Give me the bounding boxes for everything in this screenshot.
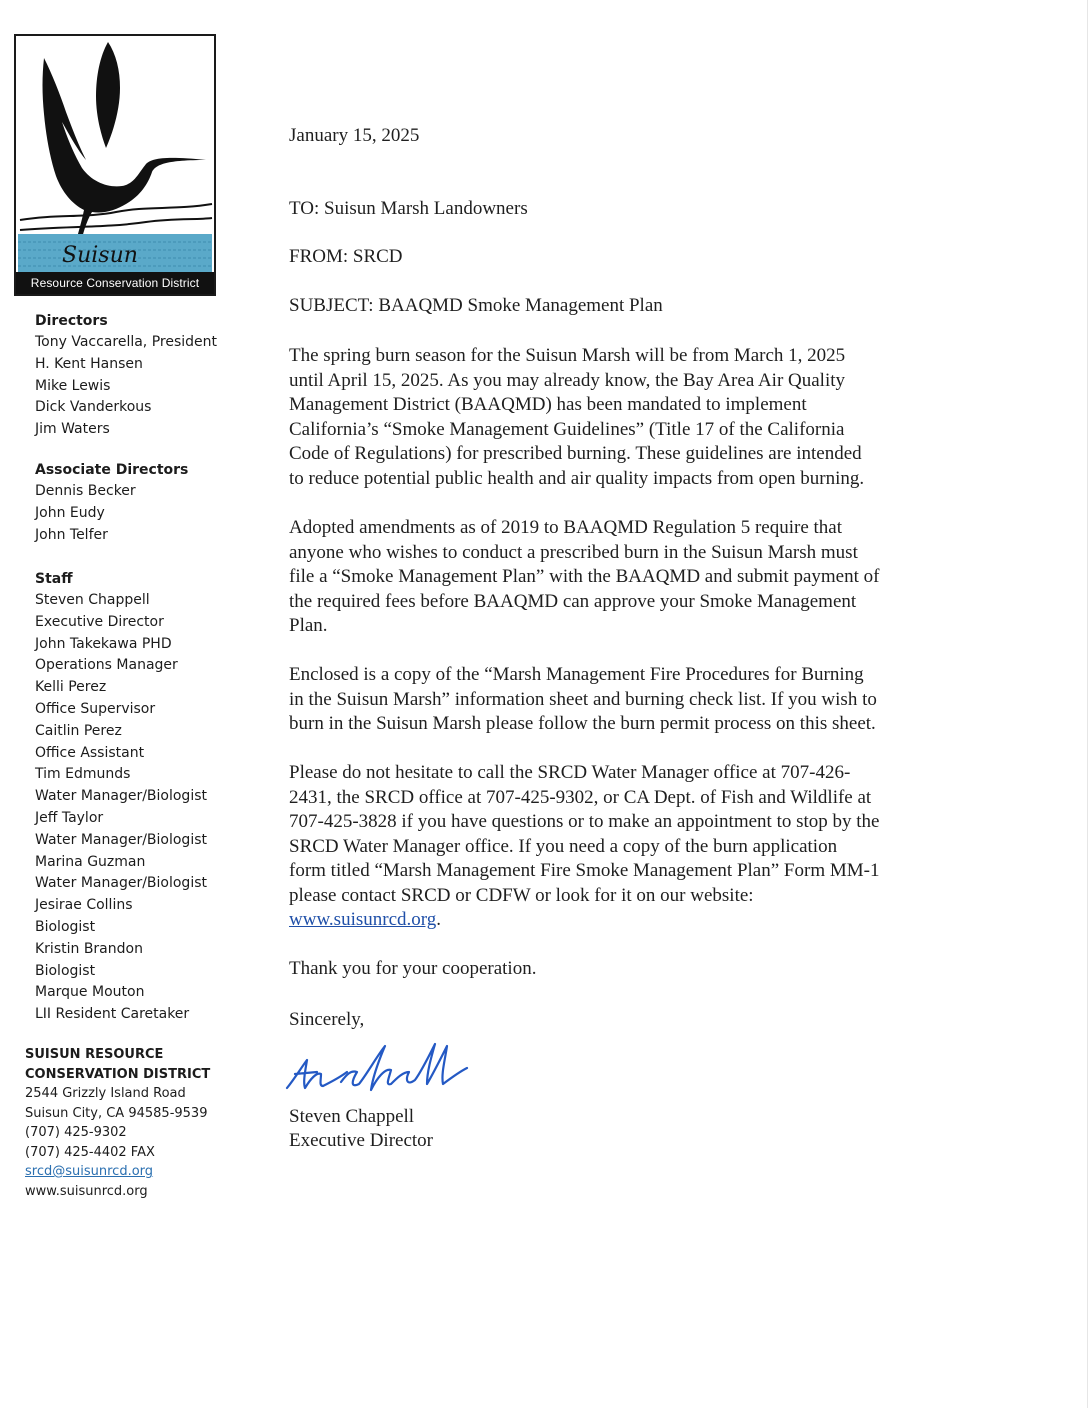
text-line: The spring burn season for the Suisun Marsh will be from March 1, 2025 xyxy=(289,345,846,366)
signer-name: Steven Chappell xyxy=(289,1106,415,1127)
directors-heading: Directors xyxy=(35,313,108,329)
paragraph-regulation xyxy=(289,516,959,639)
staff-title: Executive Director xyxy=(35,613,164,630)
logo-caption: Resource Conservation District xyxy=(16,272,214,294)
email-link[interactable]: srcd@suisunrcd.org xyxy=(25,1164,154,1179)
text-line: Management District (BAAQMD) has been mandated to implement xyxy=(289,394,807,415)
letter-date: January 15, 2025 xyxy=(289,125,420,146)
text-line: Enclosed is a copy of the “Marsh Management Fire Procedures for Burning xyxy=(289,664,864,685)
org-name-line1: SUISUN RESOURCE xyxy=(25,1047,164,1062)
phone-number: (707) 425-9302 xyxy=(25,1125,127,1140)
logo-script-text: Suisun xyxy=(62,243,138,268)
srcd-logo xyxy=(14,34,216,296)
thank-you-line: Thank you for your cooperation. xyxy=(289,958,537,979)
staff-name: Jeff Taylor xyxy=(35,809,104,826)
director-name: Tony Vaccarella, President xyxy=(35,334,218,350)
website-text: www.suisunrcd.org xyxy=(25,1183,148,1199)
organization-address xyxy=(25,1045,210,1201)
directors-section xyxy=(35,310,217,441)
staff-name: Kelli Perez xyxy=(35,679,107,696)
text-line: SRCD Water Manager office. If you need a copy of the burn application xyxy=(289,835,838,857)
text-line: the required fees before BAAQMD can approve your Smoke Management xyxy=(289,590,857,612)
staff-title: Office Supervisor xyxy=(35,700,156,717)
staff-name: Marque Mouton xyxy=(35,984,145,1001)
text-line: Adopted amendments as of 2019 to BAAQMD Regulation 5 require that xyxy=(289,517,843,538)
associate-directors-section xyxy=(35,459,188,546)
letter-to: TO: Suisun Marsh Landowners xyxy=(289,198,528,219)
text-line xyxy=(289,908,959,933)
director-name: Jim Waters xyxy=(35,421,110,438)
staff-name: Kristin Brandon xyxy=(35,940,143,957)
org-name-line2: CONSERVATION DISTRICT xyxy=(25,1066,211,1082)
associate-director-name: John Eudy xyxy=(35,504,105,521)
staff-title: Biologist xyxy=(35,962,96,979)
director-name: Mike Lewis xyxy=(35,377,111,394)
text-line: Code of Regulations) for prescribed burning. These guidelines are intended xyxy=(289,443,862,464)
text-line: anyone who wishes to conduct a prescribed burn in the Suisun Marsh must xyxy=(289,541,858,563)
closing-line: Sincerely, xyxy=(289,1009,365,1030)
signer-title: Executive Director xyxy=(289,1130,434,1151)
text-line: burn in the Suisun Marsh please follow the burn permit process on this sheet. xyxy=(289,713,876,734)
handwritten-signature xyxy=(281,1038,481,1100)
staff-name: Marina Guzman xyxy=(35,853,146,870)
staff-title: LII Resident Caretaker xyxy=(35,1006,190,1023)
staff-title: Operations Manager xyxy=(35,657,178,674)
staff-name: Caitlin Perez xyxy=(35,722,122,739)
associate-director-name: Dennis Becker xyxy=(35,483,136,499)
text-line: form titled “Marsh Management Fire Smoke Management Plan” Form MM-1 xyxy=(289,860,880,881)
text-line: Please do not hesitate to call the SRCD Water Manager office at 707-426- xyxy=(289,762,851,783)
text-line: Plan. xyxy=(289,615,328,636)
text-line: file a “Smoke Management Plan” with the BAAQMD and submit payment of xyxy=(289,566,880,587)
street-address: 2544 Grizzly Island Road xyxy=(25,1086,186,1101)
letterhead-sidebar xyxy=(0,0,250,1408)
letter-subject: SUBJECT: BAAQMD Smoke Management Plan xyxy=(289,295,663,316)
text-line: until April 15, 2025. As you may already know, the Bay Area Air Quality xyxy=(289,369,846,391)
director-name: Dick Vanderkous xyxy=(35,399,152,416)
paragraph-contact xyxy=(289,761,959,933)
associate-director-name: John Telfer xyxy=(35,526,108,543)
staff-title: Water Manager/Biologist xyxy=(35,788,207,805)
staff-title: Biologist xyxy=(35,918,96,935)
paragraph-enclosed xyxy=(289,663,959,737)
text-line: in the Suisun Marsh” information sheet and burning check list. If you wish to xyxy=(289,688,877,710)
staff-name: Tim Edmunds xyxy=(35,766,131,783)
staff-title: Office Assistant xyxy=(35,744,145,761)
staff-section xyxy=(35,568,207,1026)
staff-name: Jesirae Collins xyxy=(35,897,133,914)
staff-title: Water Manager/Biologist xyxy=(35,831,207,848)
associate-directors-heading: Associate Directors xyxy=(35,462,189,478)
staff-title: Water Manager/Biologist xyxy=(35,875,207,892)
fax-number: (707) 425-4402 FAX xyxy=(25,1144,155,1160)
paragraph-burn-season xyxy=(289,344,959,491)
letter-from: FROM: SRCD xyxy=(289,246,403,267)
heron-logo-image xyxy=(16,36,214,272)
text-line: California’s “Smoke Management Guidelines” (Title 17 of the California xyxy=(289,418,845,440)
text-line: to reduce potential public health and air quality impacts from open burning. xyxy=(289,467,865,489)
marsh-line xyxy=(20,218,212,230)
text-line: 2431, the SRCD office at 707-425-9302, or CA Dept. of Fish and Wildlife at xyxy=(289,786,872,808)
link-trailing-period: . xyxy=(436,909,441,930)
website-link[interactable]: www.suisunrcd.org xyxy=(289,909,437,930)
text-line: 707-425-3828 if you have questions or to make an appointment to stop by the xyxy=(289,811,880,832)
staff-heading: Staff xyxy=(35,571,73,587)
city-state-zip: Suisun City, CA 94585-9539 xyxy=(25,1105,208,1121)
text-line: please contact SRCD or CDFW or look for it on our website: xyxy=(289,884,754,906)
director-name: H. Kent Hansen xyxy=(35,355,143,372)
staff-name: John Takekawa PHD xyxy=(35,635,172,652)
staff-name: Steven Chappell xyxy=(35,592,150,608)
